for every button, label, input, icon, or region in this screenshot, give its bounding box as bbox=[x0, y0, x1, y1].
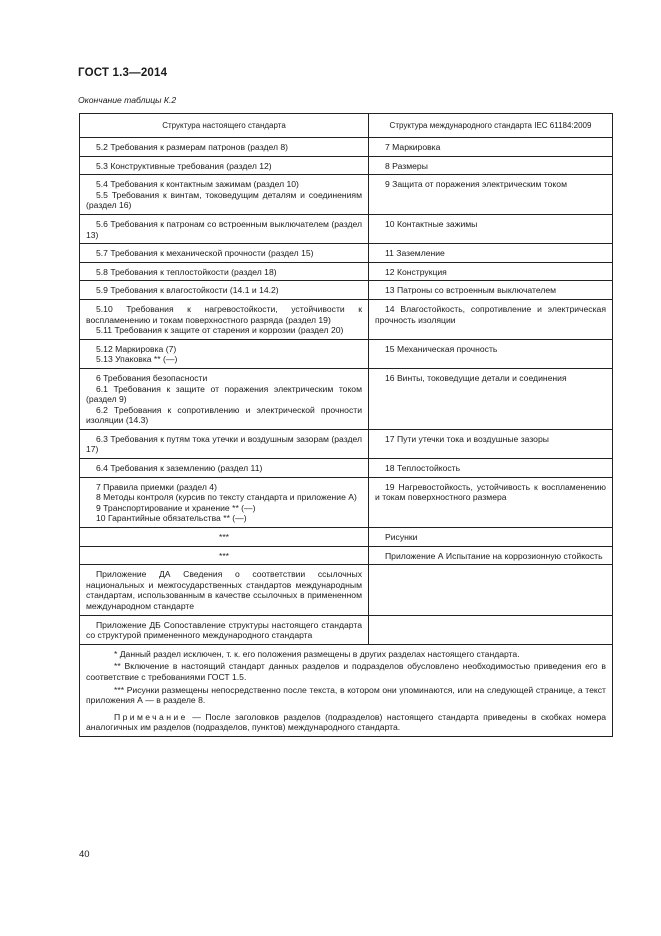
table-row bbox=[80, 528, 613, 547]
cell-national-structure bbox=[80, 429, 369, 458]
cell-line: 5.7 Требования к механической прочности (раздел 15) bbox=[96, 248, 314, 259]
cell-line: 5.5 Требования к винтам, токоведущим деталям и соединениям (раздел 16) bbox=[86, 189, 362, 211]
footnote: *** Рисунки размещены непосредственно после текста, в котором они упоминаются, или на следующей странице, а текст приложения А — в разделе 8. bbox=[86, 684, 606, 706]
page-number: 40 bbox=[79, 849, 90, 860]
cell-line: *** bbox=[218, 550, 230, 561]
table-row bbox=[80, 299, 613, 339]
cell-line: 6.1 Требования к защите от поражения электрическим током (раздел 9) bbox=[86, 383, 362, 405]
table-row bbox=[80, 175, 613, 215]
cell-line: 10 Контактные зажимы bbox=[385, 218, 478, 229]
cell-line: 10 Гарантийные обязательства ** (—) bbox=[96, 513, 247, 524]
table-row bbox=[80, 262, 613, 281]
cell-line: 15 Механическая прочность bbox=[385, 343, 498, 354]
cell-national-structure bbox=[80, 528, 369, 547]
cell-line: 18 Теплостойкость bbox=[385, 463, 461, 474]
cell-line: 8 Методы контроля (курсив по тексту стандарта и приложение А) bbox=[96, 492, 357, 503]
cell-international-structure bbox=[369, 244, 613, 263]
cell-line: 7 Правила приемки (раздел 4) bbox=[96, 481, 217, 492]
cell-line: 5.3 Конструктивные требования (раздел 12) bbox=[96, 160, 272, 171]
cell-national-structure bbox=[80, 214, 369, 243]
table-row bbox=[80, 429, 613, 458]
cell-line: 14 Влагостойкость, сопротивление и электрическая прочность изоляции bbox=[375, 303, 606, 325]
cell-line: 5.4 Требования к контактным зажимам (раздел 10) bbox=[96, 179, 299, 190]
column-header-national: Структура настоящего стандарта bbox=[80, 114, 369, 138]
table-row bbox=[80, 477, 613, 527]
cell-national-structure bbox=[80, 546, 369, 565]
table-row bbox=[80, 244, 613, 263]
cell-national-structure bbox=[80, 459, 369, 478]
table-row bbox=[80, 615, 613, 644]
cell-national-structure bbox=[80, 281, 369, 300]
cell-international-structure bbox=[369, 281, 613, 300]
cell-line: 11 Заземление bbox=[385, 248, 445, 259]
table-row bbox=[80, 339, 613, 368]
cell-line: 9 Транспортирование и хранение ** (—) bbox=[96, 502, 256, 513]
cell-national-structure bbox=[80, 262, 369, 281]
cell-line: Рисунки bbox=[385, 532, 418, 543]
cell-line: 6.3 Требования к путям тока утечки и воздушным зазорам (раздел 17) bbox=[86, 433, 362, 455]
table-caption: Окончание таблицы К.2 bbox=[78, 95, 177, 105]
cell-international-structure bbox=[369, 528, 613, 547]
cell-international-structure bbox=[369, 459, 613, 478]
cell-line: 6 Требования безопасности bbox=[96, 372, 208, 383]
cell-international-structure bbox=[369, 565, 613, 615]
cell-international-structure bbox=[369, 138, 613, 157]
cell-line: 17 Пути утечки тока и воздушные зазоры bbox=[385, 433, 549, 444]
cell-line: 5.11 Требования к защите от старения и коррозии (раздел 20) bbox=[96, 325, 344, 336]
cell-international-structure bbox=[369, 477, 613, 527]
cell-national-structure bbox=[80, 138, 369, 157]
cell-international-structure bbox=[369, 299, 613, 339]
cell-line: 19 Нагревостойкость, устойчивость к воспламенению и токам поверхностного размера bbox=[375, 481, 606, 503]
cell-international-structure bbox=[369, 368, 613, 429]
comparison-table bbox=[79, 113, 613, 737]
note-label: Примечание bbox=[114, 711, 188, 722]
cell-line: 5.12 Маркировка (7) bbox=[96, 343, 177, 354]
cell-line: 16 Винты, токоведущие детали и соединения bbox=[385, 372, 567, 383]
cell-line: 6.2 Требования к сопротивлению и электрической прочности изоляции (14.3) bbox=[86, 404, 362, 426]
footnote: ** Включение в настоящий стандарт данных разделов и подразделов обусловлено необходимостью приведения его в соответствие с требованиями ГОСТ 1.5. bbox=[86, 661, 606, 682]
cell-international-structure bbox=[369, 262, 613, 281]
cell-line: Приложение ДБ Сопоставление структуры настоящего стандарта со структурой примененного международного стандарта bbox=[86, 619, 362, 641]
footnote: * Данный раздел исключен, т. к. его положения размещены в других разделах настоящего стандарта. bbox=[114, 648, 520, 659]
table-note bbox=[86, 712, 606, 733]
cell-line: 5.2 Требования к размерам патронов (раздел 8) bbox=[96, 142, 289, 152]
cell-international-structure bbox=[369, 156, 613, 175]
cell-line: 5.8 Требования к теплостойкости (раздел 18) bbox=[96, 266, 277, 277]
footnotes-row bbox=[80, 644, 613, 736]
cell-national-structure bbox=[80, 477, 369, 527]
footnotes-cell bbox=[80, 644, 613, 736]
cell-line: Приложение ДА Сведения о соответствии ссылочных национальных и межгосударственных стандартов международным стандартам, использованным в качестве ссылочных в примененном международном стандарте bbox=[86, 569, 362, 611]
cell-international-structure bbox=[369, 339, 613, 368]
document-code: ГОСТ 1.3—2014 bbox=[78, 67, 168, 79]
cell-line: *** bbox=[218, 532, 230, 543]
table-row bbox=[80, 138, 613, 157]
cell-line: 5.13 Упаковка ** (—) bbox=[96, 354, 178, 365]
cell-line: 7 Маркировка bbox=[385, 142, 441, 152]
cell-international-structure bbox=[369, 175, 613, 215]
cell-international-structure bbox=[369, 429, 613, 458]
table-row bbox=[80, 546, 613, 565]
cell-national-structure bbox=[80, 339, 369, 368]
cell-national-structure bbox=[80, 299, 369, 339]
cell-line: 5.9 Требования к влагостойкости (14.1 и 14.2) bbox=[96, 285, 279, 296]
cell-national-structure bbox=[80, 175, 369, 215]
cell-line: 5.6 Требования к патронам со встроенным выключателем (раздел 13) bbox=[86, 218, 362, 240]
cell-international-structure bbox=[369, 615, 613, 644]
cell-line: 12 Конструкция bbox=[385, 266, 447, 277]
cell-national-structure bbox=[80, 615, 369, 644]
cell-line: 8 Размеры bbox=[385, 160, 428, 171]
cell-international-structure bbox=[369, 546, 613, 565]
cell-line: 6.4 Требования к заземлению (раздел 11) bbox=[96, 463, 263, 474]
cell-national-structure bbox=[80, 156, 369, 175]
cell-national-structure bbox=[80, 565, 369, 615]
cell-line: Приложение А Испытание на коррозионную стойкость bbox=[385, 550, 603, 561]
table-row bbox=[80, 214, 613, 243]
cell-line: 5.10 Требования к нагревостойкости, устойчивости к воспламенению и токам поверхностного разряда (раздел 19) bbox=[86, 303, 362, 325]
table-row bbox=[80, 368, 613, 429]
cell-national-structure bbox=[80, 368, 369, 429]
table-row bbox=[80, 156, 613, 175]
cell-line: 9 Защита от поражения электрическим током bbox=[385, 179, 567, 190]
column-header-international: Структура международного стандарта IEC 61184:2009 bbox=[369, 114, 613, 138]
table-row bbox=[80, 281, 613, 300]
cell-national-structure bbox=[80, 244, 369, 263]
table-row bbox=[80, 565, 613, 615]
note-text: — После заголовков разделов (подразделов) настоящего стандарта приведены в скобках номера аналогичных им разделов (подразделов, пунктов) международного стандарта. bbox=[86, 711, 607, 733]
cell-international-structure bbox=[369, 214, 613, 243]
cell-line: 13 Патроны со встроенным выключателем bbox=[385, 285, 557, 296]
table-row bbox=[80, 459, 613, 478]
table-header-row bbox=[80, 114, 613, 138]
